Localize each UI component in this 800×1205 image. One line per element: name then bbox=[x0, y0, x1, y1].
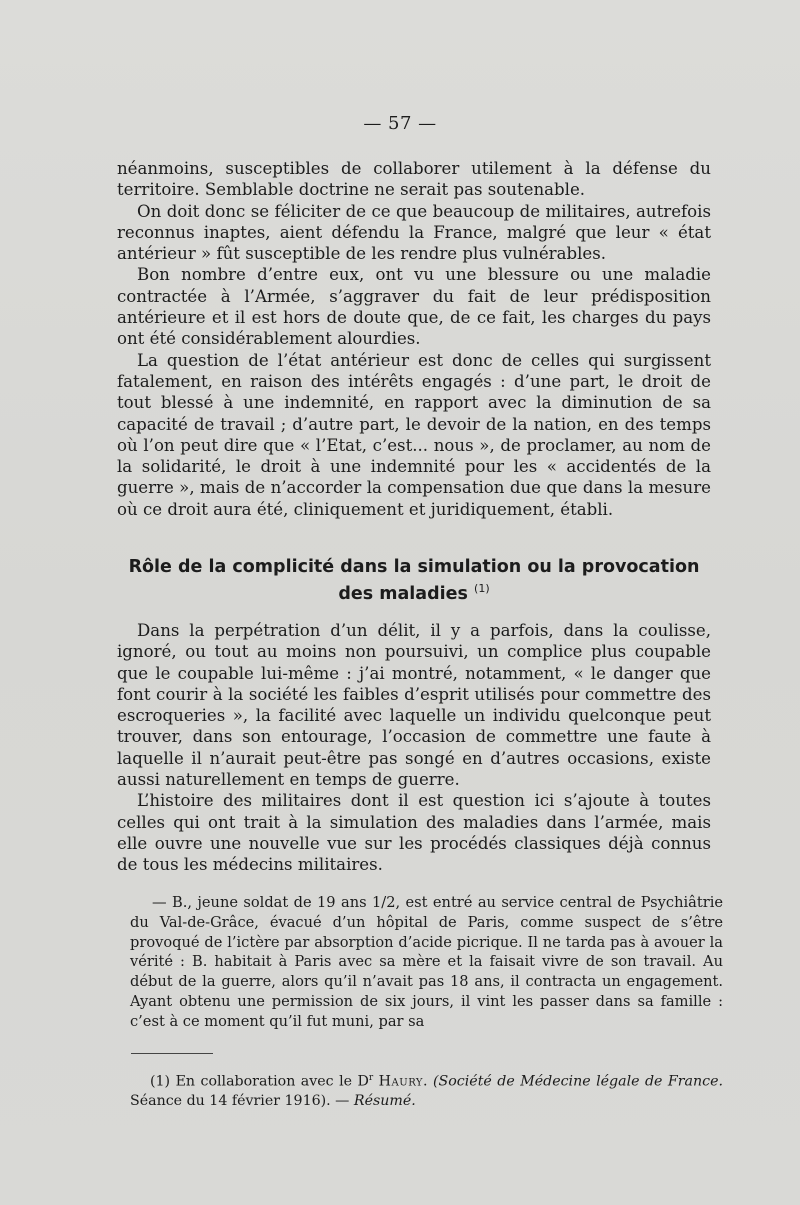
footnote-prefix: (1) En collaboration avec le D bbox=[150, 1073, 369, 1090]
case-report bbox=[130, 893, 723, 1032]
paragraph: On doit donc se féliciter de ce que beaucoup de militaires, autrefois reconnus inaptes, aient défendu la France, malgré que leur « état antérieur » fût susceptible de les rendre plus vulnérables. bbox=[117, 201, 711, 264]
body-text-section bbox=[117, 620, 711, 876]
section-heading-line2: des maladies bbox=[338, 583, 468, 604]
footnote-reference: (1) bbox=[474, 582, 490, 595]
body-text-top bbox=[117, 158, 711, 520]
footnote-summary: Résumé. bbox=[353, 1093, 416, 1110]
paragraph: Bon nombre d’entre eux, ont vu une blessure ou une maladie contractée à l’Armée, s’aggraver du fait de leur prédisposition antérieure et il est hors de doute que, de ce fait, les charges du pays ont été considérablement alourdies. bbox=[117, 265, 711, 349]
paragraph: néanmoins, susceptibles de collaborer utilement à la défense du territoire. Semblable doctrine ne serait pas soutenable. bbox=[117, 159, 711, 200]
footnote-divider bbox=[131, 1053, 213, 1054]
case-report-text: — B., jeune soldat de 19 ans 1/2, est entré au service central de Psychiâtrie du Val-de-Grâce, évacué d’un hôpital de Paris, comme suspect de s’être provoqué de l’ictère par absorption d’acide picrique. Il ne tarda pas à avouer la vérité : B. habitait à Paris avec sa mère et la faisait vivre de son travail. Au début de la guerre, alors qu’il n’avait pas 18 ans, il contracta un engagement. Ayant obtenu une permission de six jours, il vint les passer dans sa famille : c’est à ce moment qu’il fut muni, par sa bbox=[130, 894, 723, 1030]
footnote-dr-superscript: r bbox=[368, 1073, 374, 1083]
paragraph: Dans la perpétration d’un délit, il y a parfois, dans la coulisse, ignoré, ou tout au moins non poursuivi, un complice plus coupable que le coupable lui-même : j’ai montré, notamment, « le danger que font courir à la société les faibles d’esprit utilisés pour commettre des escroqueries », la facilité avec laquelle un individu quelconque peut trouver, dans son entourage, l’occasion de commettre une faute à laquelle il n’aurait peut-être pas songé en d’autres occasions, existe aussi naturellement en temps de guerre. bbox=[117, 621, 711, 790]
paragraph: L’histoire des militaires dont il est question ici s’ajoute à toutes celles qui ont trait à la simulation des maladies dans l’armée, mais elle ouvre une nouvelle vue sur les procédés classiques déjà connus de tous les médecins militaires. bbox=[117, 791, 711, 875]
page-number: — 57 — bbox=[363, 113, 437, 134]
footnote-author: Haury bbox=[378, 1073, 424, 1090]
paragraph: La question de l’état antérieur est donc de celles qui surgissent fatalement, en raison des intérêts engagés : d’une part, le droit de tout blessé à une indemnité, en rapport avec la diminution de sa capacité de travail ; d’autre part, le devoir de la nation, en des temps où l’on peut dire que « l’Etat, c’est... nous », de proclamer, au nom de la solidarité, le droit à une indemnité pour les « accidentés de la guerre », mais de n’accorder la compensation due que dans la mesure où ce droit aura été, cliniquement et juridiquement, établi. bbox=[117, 350, 711, 519]
section-heading bbox=[117, 556, 711, 605]
section-heading-line1: Rôle de la complicité dans la simulation ou la provocation bbox=[128, 557, 700, 577]
footnote: (1) En collaboration avec le $D^r$ Haury. (Société de Médecine légale de France. Séance du 14 février 1916). — Résumé. bbox=[130, 1073, 723, 1110]
footnote-session: Séance du 14 février 1916). — bbox=[130, 1093, 350, 1110]
footnote-journal: (Société de Médecine légale de France. bbox=[433, 1073, 723, 1090]
